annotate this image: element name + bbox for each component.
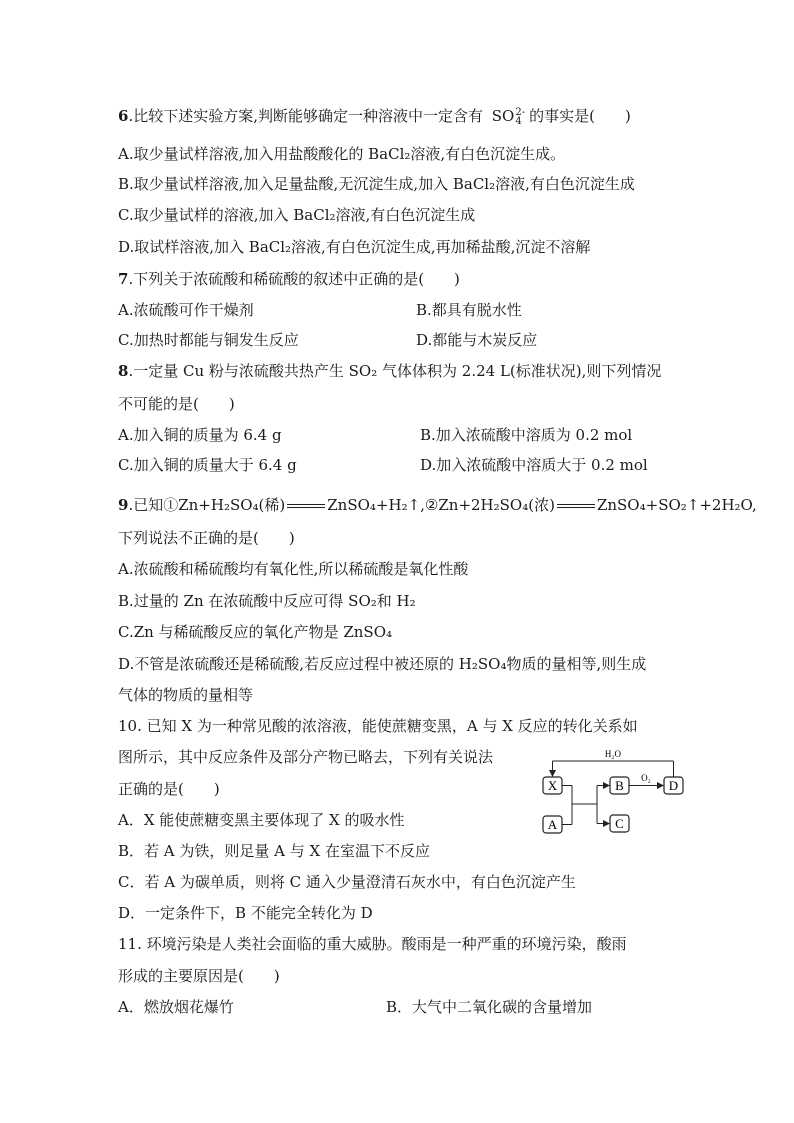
q7-number: 7: [118, 270, 129, 288]
q10-stem-line3: 正确的是( ): [118, 780, 220, 798]
q8-option-a: A.加入铜的质量为 6.4 g: [118, 426, 282, 444]
q7-option-b: B.都具有脱水性: [416, 301, 522, 319]
q8-option-d: D.加入浓硫酸中溶质大于 0.2 mol: [420, 456, 648, 474]
q11-stem-line2: 形成的主要原因是( ): [118, 967, 280, 985]
q8-number: 8: [118, 362, 129, 380]
q6-number: 6: [118, 107, 129, 125]
label-o2: O₂: [641, 773, 651, 783]
q10-option-b: B．若 A 为铁，则足量 A 与 X 在室温下不反应: [118, 842, 430, 860]
q9-option-c: C.Zn 与稀硫酸反应的氧化产物是 ZnSO₄: [118, 623, 393, 641]
q9-option-b: B.过量的 Zn 在浓硫酸中反应可得 SO₂和 H₂: [118, 592, 416, 610]
q7-stem: [118, 269, 460, 289]
reaction-diagram: [540, 746, 690, 842]
node-x-label: X: [547, 778, 558, 793]
q10-stem-line1: 10. 已知 X 为一种常见酸的浓溶液，能使蔗糖变黑，A 与 X 反应的转化关系如: [118, 717, 638, 735]
q10-option-d: D．一定条件下，B 不能完全转化为 D: [118, 904, 373, 922]
q9-option-a: A.浓硫酸和稀硫酸均有氧化性,所以稀硫酸是氧化性酸: [118, 560, 469, 578]
q9-option-d-line1: D.不管是浓硫酸还是稀硫酸,若反应过程中被还原的 H₂SO₄物质的量相等,则生成: [118, 655, 647, 673]
node-a-label: A: [547, 817, 558, 832]
q8-line1: .一定量 Cu 粉与浓硫酸共热产生 SO₂ 气体体积为 2.24 L(标准状况),则下列情况: [128, 362, 662, 380]
node-d-label: D: [668, 778, 679, 793]
q7-option-c: C.加热时都能与铜发生反应: [118, 331, 299, 349]
q9-eq1-right: ZnSO₄+H₂↑,②Zn+2H₂SO₄(浓): [327, 496, 555, 514]
q8-option-c: C.加入铜的质量大于 6.4 g: [118, 456, 297, 474]
equals-sign: [287, 504, 325, 508]
q9-option-d-line2: 气体的物质的量相等: [118, 686, 254, 704]
q7-text: .下列关于浓硫酸和稀硫酸的叙述中正确的是( ): [128, 270, 460, 288]
q10-stem-line2: 图所示，其中反应条件及部分产物已略去，下列有关说法: [118, 748, 494, 766]
q6-option-d: D.取试样溶液,加入 BaCl₂溶液,有白色沉淀生成,再加稀盐酸,沉淀不溶解: [118, 238, 591, 256]
q6-stem: [118, 106, 631, 126]
equals-sign: [557, 504, 595, 508]
q9-number: 9: [118, 496, 129, 514]
q9-stem-line2: 下列说法不正确的是( ): [118, 529, 295, 547]
label-h2o: H₂O: [604, 749, 622, 759]
q6-option-b: B.取少量试样溶液,加入足量盐酸,无沉淀生成,加入 BaCl₂溶液,有白色沉淀生成: [118, 175, 635, 193]
q8-stem-line2: 不可能的是( ): [118, 395, 235, 413]
q9-eq1-left: .已知①Zn+H₂SO₄(稀): [128, 496, 286, 514]
q6-option-a: A.取少量试样溶液,加入用盐酸酸化的 BaCl₂溶液,有白色沉淀生成。: [118, 145, 566, 163]
q6-text-after: 的事实是( ): [529, 107, 631, 125]
q11-option-b: B．大气中二氧化碳的含量增加: [386, 998, 593, 1016]
q9-eq2-right: ZnSO₄+SO₂↑+2H₂O,: [596, 496, 757, 514]
node-c-label: C: [615, 816, 624, 831]
q6-option-c: C.取少量试样的溶液,加入 BaCl₂溶液,有白色沉淀生成: [118, 206, 476, 224]
q10-option-a: A．X 能使蔗糖变黑主要体现了 X 的吸水性: [118, 811, 405, 829]
q7-option-a: A.浓硫酸可作干燥剂: [118, 301, 254, 319]
q8-option-b: B.加入浓硫酸中溶质为 0.2 mol: [420, 426, 633, 444]
node-b-label: B: [615, 778, 624, 793]
q7-option-d: D.都能与木炭反应: [416, 331, 538, 349]
q11-option-a: A．燃放烟花爆竹: [118, 998, 234, 1016]
sulfate-ion: SO2- 4: [491, 107, 526, 127]
q9-stem-line1: [118, 495, 757, 515]
q6-text-before: .比较下述实验方案,判断能够确定一种溶液中一定含有: [128, 107, 483, 125]
q11-stem-line1: 11. 环境污染是人类社会面临的重大威胁。酸雨是一种严重的环境污染，酸雨: [118, 935, 627, 953]
q10-option-c: C．若 A 为碳单质，则将 C 通入少量澄清石灰水中，有白色沉淀产生: [118, 873, 576, 891]
q8-stem-line1: [118, 361, 661, 381]
